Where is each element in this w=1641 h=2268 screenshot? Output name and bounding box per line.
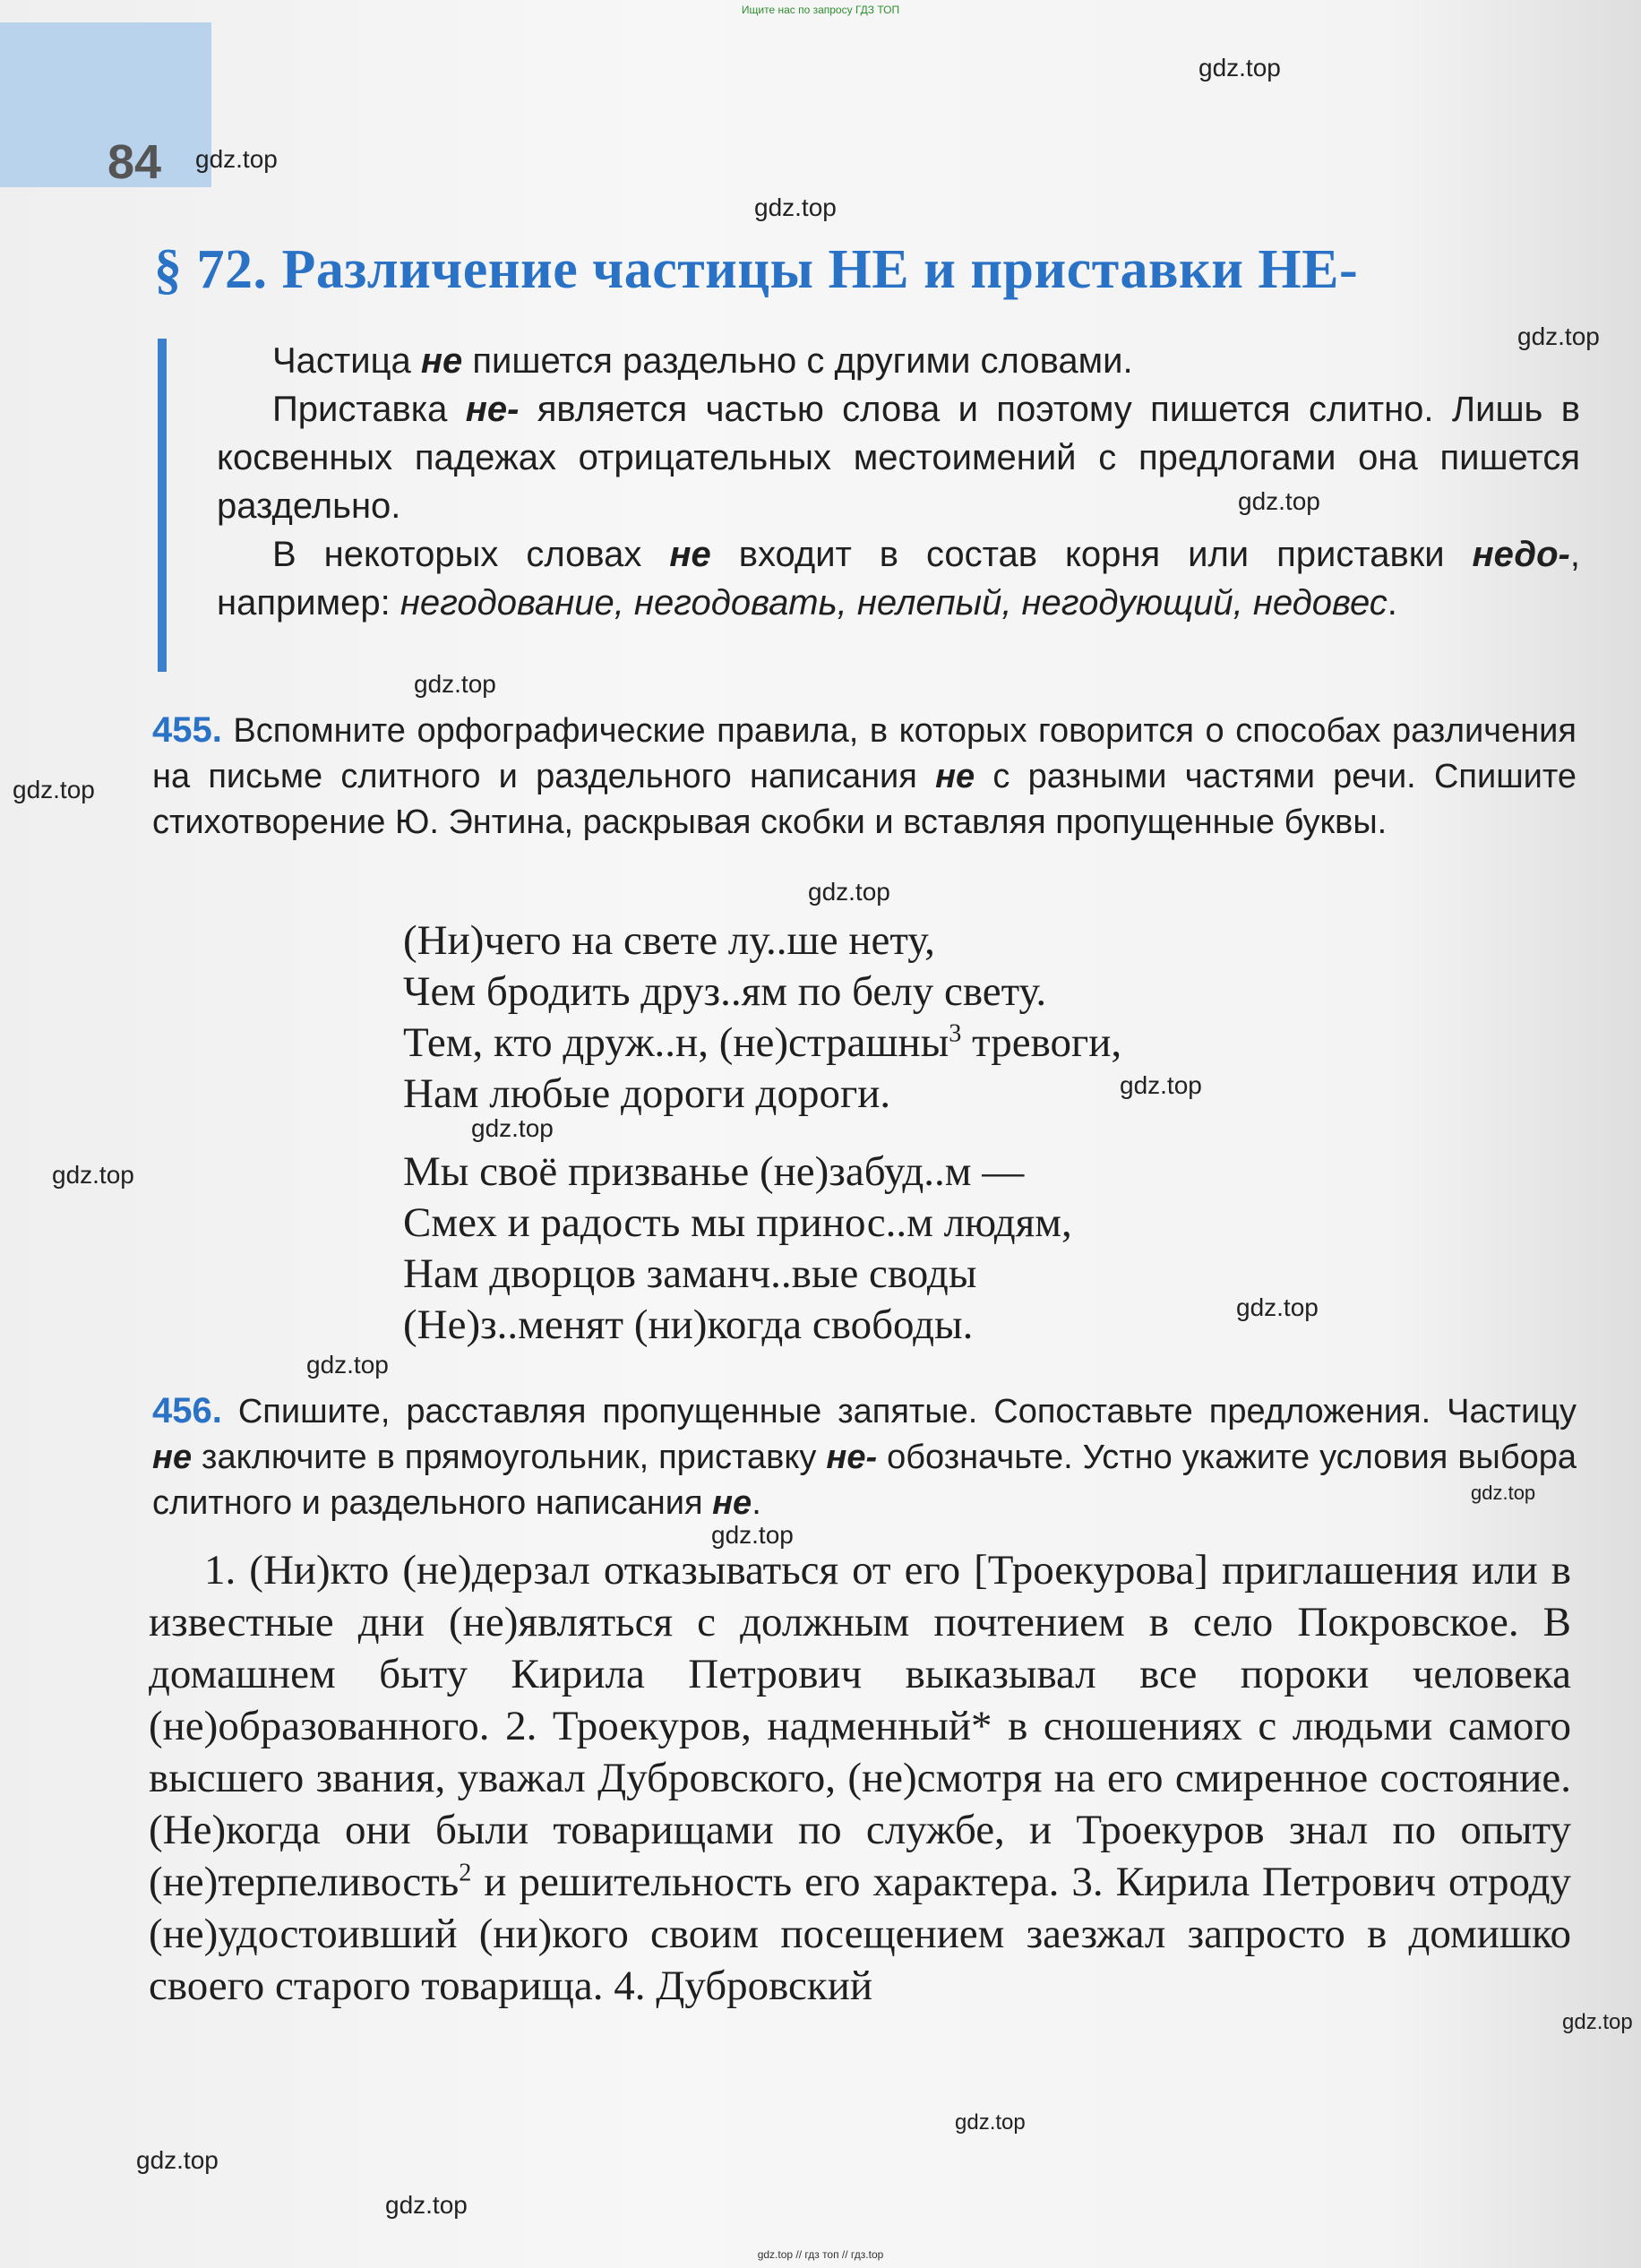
top-banner: Ищите нас по запросу ГДЗ ТОП (741, 4, 900, 16)
poem-line: Мы своё призванье (не)забуд..м — (403, 1148, 1025, 1195)
watermark: gdz.top (1199, 54, 1281, 82)
exercise-456 (152, 1388, 1577, 1526)
rule-text-span: входит в состав корня или приставки (710, 535, 1473, 574)
watermark: gdz.top (1120, 1071, 1202, 1099)
rule-keyword: не (669, 535, 711, 574)
sentence: 3. Кирила Петрович отроду (не)удостоивший (ни)кого своим посещением заезжал запросто в домишко своего старого товарища. (149, 1859, 1571, 2009)
sentence: 2. Троекуров, надменный* в сношениях с людьми самого высшего звания, уважал Дубровского, (не)смотря на его смиренное состояние. (Не)когда они были товарищами по службе, и Троекуров знал по опыту (не)терпеливость (149, 1703, 1571, 1905)
watermark: gdz.top (471, 1114, 554, 1142)
poem-line: (Не)з..менят (ни)когда свободы. (403, 1302, 974, 1348)
exercise-keyword: не- (826, 1439, 878, 1476)
rule-paragraph (217, 385, 1580, 530)
watermark: gdz.top (414, 670, 496, 698)
watermark: gdz.top (1236, 1293, 1319, 1321)
poem-line: Смех и радость мы принос..м людям, (403, 1199, 1072, 1246)
poem-line: Чем бродить друз..ям по белу свету. (403, 968, 1047, 1015)
exercise-number: 456. (152, 1391, 222, 1430)
rule-text-span: В некоторых словах (272, 535, 670, 574)
page-corner-tab (0, 22, 211, 187)
watermark: gdz.top (306, 1351, 389, 1379)
exercise-text: заключите в прямоугольник, приставку (192, 1439, 827, 1476)
watermark: gdz.top (1517, 322, 1600, 350)
rule-box (158, 339, 1582, 672)
exercise-keyword: не (152, 1439, 193, 1476)
rule-text-span: . (1387, 583, 1397, 623)
page-number: 84 (107, 135, 162, 189)
rule-text-span: является частью слова и поэтому пишется слитно. Лишь в косвенных падежах отрицательных местоимений с предлогами она пишется раздельно. (217, 390, 1580, 526)
exercise-text: Вспомните орфографические правила, в которых говорится о способах различения на письме слитного и раздельного написания (152, 712, 1577, 795)
sentence: 4. Дубровский (603, 1963, 873, 2009)
poem-line (403, 1018, 1568, 1069)
rule-keyword: недо- (1472, 535, 1570, 574)
poem-line: (Ни)чего на свете лу..ше нету, (403, 917, 935, 964)
rule-text-span: Частица (272, 341, 421, 381)
watermark: gdz.top (711, 1521, 794, 1549)
poem-text: тревоги, (961, 1019, 1122, 1066)
watermark: gdz.top (1471, 1482, 1536, 1504)
stress-mark: 2 (459, 1859, 472, 1887)
stanza-gap (403, 1120, 1568, 1147)
rule-paragraph (217, 337, 1580, 385)
exercise-text: . (752, 1484, 761, 1522)
watermark: gdz.top (955, 2110, 1026, 2135)
sentence: и решительность его характера. (471, 1859, 1060, 1905)
exercise-text: обозначьте. Устно укажите условия выбора слитного и раздельного написания (152, 1439, 1577, 1522)
exercise-456-sentences (149, 1544, 1571, 2012)
exercise-text: Спишите, расставляя пропущенные запятые. Сопоставьте предложения. Частицу (221, 1393, 1577, 1430)
watermark: gdz.top (1238, 487, 1320, 515)
poem-line: Нам дворцов заманч..вые своды (403, 1250, 977, 1297)
exercise-number: 455. (152, 710, 222, 750)
exercise-keyword: не (712, 1484, 752, 1522)
watermark: gdz.top (136, 2146, 219, 2174)
poem-line: Нам любые дороги дороги. (403, 1070, 891, 1117)
section-title: § 72. Различение частицы НЕ и приставки НЕ- (154, 239, 1359, 300)
watermark: gdz.top (195, 145, 278, 173)
bottom-banner: gdz.top // гдз топ // гдз.top (757, 2248, 884, 2261)
rule-keyword: не (420, 341, 463, 381)
exercise-keyword: не (935, 758, 975, 795)
sentence: 1. (Ни)кто (не)дерзал отказываться от его [Троекурова] приглашения или в известные дни (не)являться с должным почтением в село Покровское. В домашнем быту Кирила Петрович выказывал все пороки человека (не)образованного. (149, 1547, 1571, 1749)
rule-paragraph (217, 530, 1580, 627)
exercise-text: с разными частями речи. Спишите стихотворение Ю. Энтина, раскрывая скобки и вставляя пропущенные буквы. (152, 758, 1577, 841)
watermark: gdz.top (13, 776, 95, 803)
poem (403, 915, 1568, 1351)
watermark: gdz.top (754, 193, 837, 221)
watermark: gdz.top (808, 878, 890, 906)
exercise-455 (152, 708, 1577, 846)
watermark: gdz.top (52, 1161, 134, 1189)
watermark: gdz.top (385, 2191, 468, 2219)
stress-mark: 3 (949, 1019, 962, 1048)
rule-text-span: , например: (217, 535, 1580, 623)
rule-text-span: Приставка (272, 390, 466, 429)
rule-examples: негодование, негодовать, нелепый, негодующий, недовес (400, 583, 1388, 623)
rule-keyword: не- (465, 390, 520, 429)
poem-text: Тем, кто друж..н, (не)страшны (403, 1019, 949, 1066)
rule-text-span: пишется раздельно с другими словами. (462, 341, 1133, 381)
rule-text (217, 337, 1580, 627)
watermark: gdz.top (1562, 2010, 1633, 2034)
